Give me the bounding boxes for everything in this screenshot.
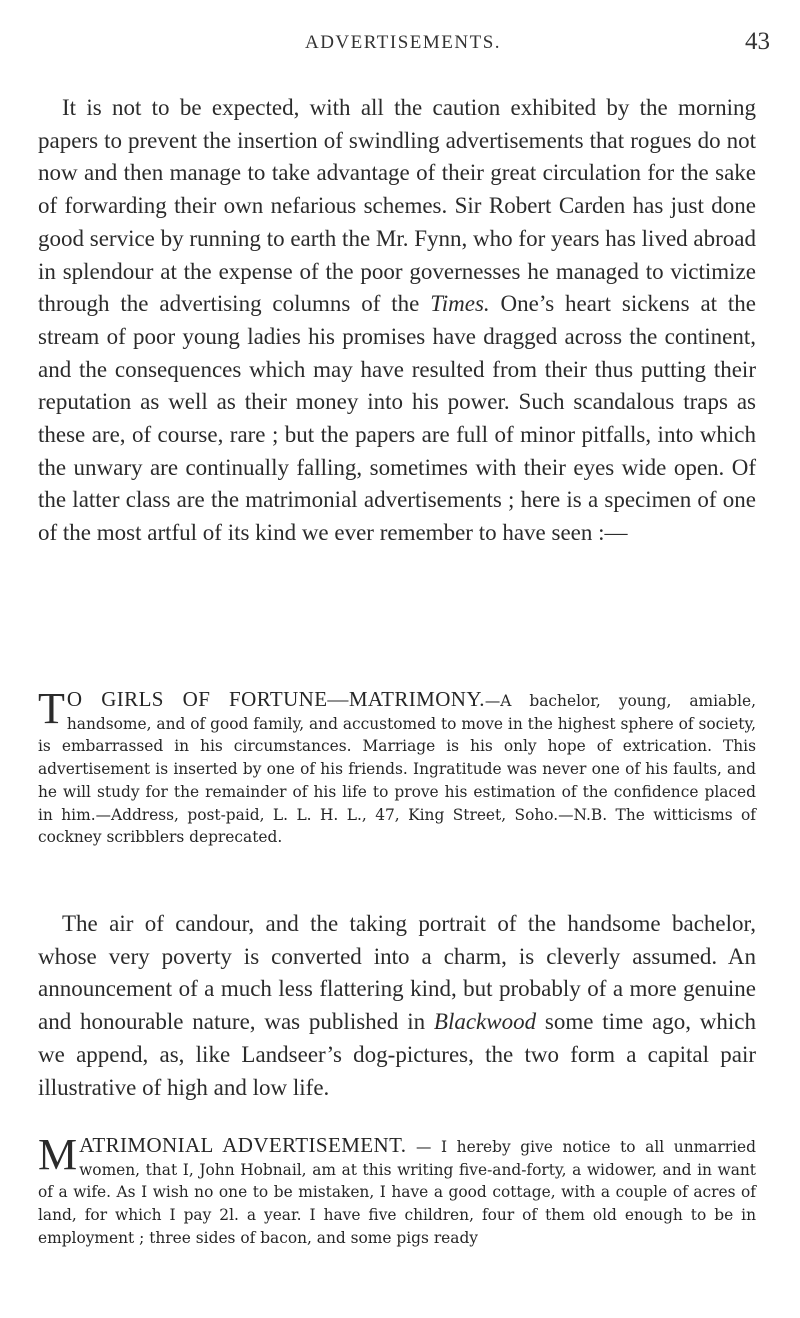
paragraph-1-text-a: It is not to be expected, with all the caution exhibited by the morning papers to prevent the insertion of swindling advertisements that rogues do not now and then manage to take advantage of their great circulation for the sake of forwarding their own nefarious schemes. Sir Robert Carden has just done good service by running to earth the Mr. Fynn, who for years has lived abroad in splendour at the expense of the poor governesses he managed to victimize through the advertising columns of the <box>38 95 756 317</box>
advertisement-2-heading: ATRIMONIAL ADVERTISEMENT. <box>79 1133 407 1157</box>
advertisement-1 <box>38 684 756 849</box>
advertisement-1-heading: O GIRLS OF FORTUNE—MATRIMONY. <box>66 687 485 711</box>
blackwood-title: Blackwood <box>433 1009 537 1035</box>
body-paragraph-1 <box>38 92 756 550</box>
advertisement-1-dropcap: T <box>38 684 65 733</box>
running-head: ADVERTISEMENTS. <box>304 32 502 53</box>
advertisement-1-body: —A bachelor, young, amiable, handsome, and of good family, and accustomed to move in the highest sphere of society, is embarrassed in his circumstances. Marriage is his only hope of extrication. This advertisement is inserted by one of his friends. Ingratitude was never one of his faults, and he will study for the remainder of his life to prove his estimation of the confidence placed in him.—Address, post-paid, L. L. H. L., 47, King Street, Soho.—N.B. The witticisms of cockney scribblers deprecated. <box>38 692 756 847</box>
page-header <box>36 20 770 54</box>
page-number: 43 <box>745 28 770 55</box>
body-paragraph-2 <box>38 908 756 1104</box>
times-title: Times. <box>430 291 490 317</box>
paragraph-1-text-b: One’s heart sickens at the stream of poor young ladies his promises have dragged across the continent, and the consequences which may have resulted from their thus putting their reputation as well as their money into his power. Such scandalous traps as these are, of course, rare ; but the papers are full of minor pitfalls, into which the unwary are continually falling, sometimes with their eyes wide open. Of the latter class are the matrimonial advertisements ; here is a specimen of one of the most artful of its kind we ever remember to have seen :— <box>38 291 756 546</box>
paragraph-2-text-a: The air of candour, and the taking portrait of the handsome bachelor, whose very poverty is converted into a charm, is cleverly assumed. An announcement of a much less flattering kind, but probably of a more genuine and honourable nature, was published in <box>38 911 756 1035</box>
advertisement-2-dropcap: M <box>38 1130 78 1179</box>
advertisement-2 <box>38 1130 756 1250</box>
paragraph-2-text-b: some time ago, which we append, as, like Landseer’s dog-pictures, the two form a capital pair illustrative of high and low life. <box>38 1009 756 1100</box>
advertisement-2-body: — I hereby give notice to all unmarried women, that I, John Hobnail, am at this writing five-and-forty, a widower, and in want of a wife. As I wish no one to be mistaken, I have a good cottage, with a couple of acres of land, for which I pay 2l. a year. I have five children, four of them old enough to be in employment ; three sides of bacon, and some pigs ready <box>38 1138 756 1247</box>
